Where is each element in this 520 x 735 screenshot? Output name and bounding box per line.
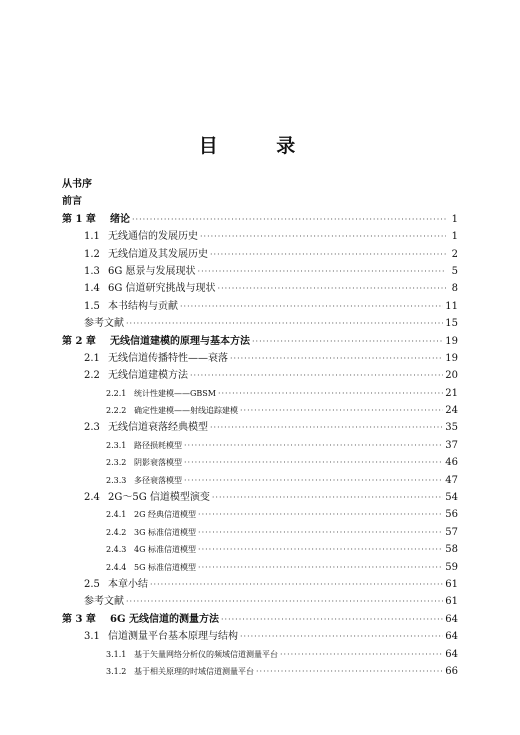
toc-entry-title: 基于相关原理的时域信道测量平台 [134,666,254,676]
toc-page-number: 2 [451,248,458,260]
toc-entry-title: 无线信道建模的原理与基本方法 [110,335,250,347]
dot-leader [218,280,446,297]
dot-leader [198,506,443,523]
dot-leader [198,524,443,541]
toc-entry-title: 无线信道及其发展历史 [108,248,208,260]
toc-page-number: 19 [445,352,458,364]
toc-entry-number: 2.2 [84,370,100,382]
toc-page-number: 57 [445,526,458,538]
dot-leader [180,298,443,315]
dot-leader [150,576,443,593]
toc-entry-title: 信道测量平台基本原理与结构 [108,631,238,643]
toc-entry-sub [62,506,458,523]
toc-page-number: 11 [445,300,458,312]
toc-page-number: 46 [445,457,458,469]
toc-entry-sub [62,402,458,419]
toc-entry-number: 2.4.4 [106,562,127,572]
toc-entry-number: 2.3 [84,422,100,434]
toc-entry-title: 多径衰落模型 [134,475,182,485]
toc-page-number: 64 [445,631,458,643]
toc-entry-number: 2.2.2 [106,406,127,416]
toc-entry-number: 1.5 [84,300,100,312]
toc-page-number: 8 [451,283,458,295]
dot-leader [240,402,443,419]
dot-leader [126,593,443,610]
toc-entry-title: 阴影衰落模型 [134,458,182,468]
toc-entry-title: 5G 标准信道模型 [134,562,197,572]
toc-entry-title: 无线通信的发展历史 [108,231,198,243]
toc-entry-sub [62,541,458,558]
toc-entry-section [62,280,458,297]
toc-entry-sub [62,437,458,454]
toc-entry-section [62,367,458,384]
toc-entry-sub [62,385,458,402]
toc-page-number: 64 [445,613,458,625]
toc-entry-number: 3.1.1 [106,649,127,659]
toc-entry-section [62,489,458,506]
toc-entry-ref [62,315,458,332]
dot-leader [184,437,443,454]
toc-entry-number: 2.3.1 [106,440,127,450]
dot-leader [221,611,443,628]
toc-page-number: 21 [445,387,458,399]
toc-entry-title: 无线信道建模方法 [108,370,188,382]
toc-entry-section [62,246,458,263]
toc-entry-number: 2.4.3 [106,545,127,555]
toc-entry-title: 4G 标准信道模型 [134,545,197,555]
toc-entry-number: 3.1.2 [106,666,127,676]
toc-entry-title: 无线信道衰落经典模型 [108,422,208,434]
dot-leader [252,333,443,350]
toc-entry-number: 第 2 章 [62,335,96,347]
toc-page-number: 61 [445,578,458,590]
toc-page-number: 37 [445,439,458,451]
toc-entry-title: 6G 愿景与发展现状 [108,265,196,277]
toc-page-number: 35 [445,422,458,434]
dot-leader [240,628,443,645]
toc-entry-title: 无线信道传播特性——衰落 [108,352,228,364]
toc-entry-title: 3G 标准信道模型 [134,527,197,537]
dot-leader [190,367,443,384]
toc-entry-title: 本书结构与贡献 [108,300,178,312]
toc-entry-title: 6G 无线信道的测量方法 [110,613,219,625]
toc-entry-plain [62,193,458,210]
toc-entry-number: 2.3.3 [106,475,127,485]
toc-entry-title: 本章小结 [108,578,148,590]
dot-leader [210,419,443,436]
table-of-contents [62,176,458,680]
toc-entry-number: 第 1 章 [62,213,96,225]
toc-entry-number: 2.3.2 [106,458,127,468]
toc-entry-number: 2.1 [84,352,100,364]
dot-leader [198,263,446,280]
toc-page-number: 47 [445,474,458,486]
dot-leader [218,385,443,402]
page-title: 目 录 [198,135,322,157]
toc-entry-title: 参考文献 [84,318,124,330]
toc-page-number: 24 [445,405,458,417]
toc-page-number: 15 [445,318,458,330]
toc-page-number: 56 [445,509,458,521]
toc-entry-title: 绪论 [110,213,130,225]
toc-entry-section [62,419,458,436]
toc-entry-ref [62,593,458,610]
dot-leader [230,350,443,367]
dot-leader [132,211,446,228]
dot-leader [256,663,443,680]
toc-entry-title: 从书序 [62,179,92,190]
toc-entry-section [62,263,458,280]
toc-entry-title: 6G 信道研究挑战与现状 [108,283,216,295]
toc-entry-chapter [62,611,458,628]
toc-entry-title: 统计性建模——GBSM [134,388,216,398]
toc-entry-number: 1.3 [84,265,100,277]
toc-entry-title: 2G 经典信道模型 [134,510,197,520]
toc-page-number: 64 [445,648,458,660]
toc-page-number: 20 [445,370,458,382]
toc-entry-title: 路径损耗模型 [134,440,182,450]
toc-entry-number: 第 3 章 [62,613,96,625]
toc-entry-sub [62,663,458,680]
toc-entry-section [62,628,458,645]
toc-entry-section [62,228,458,245]
toc-page-number: 66 [445,665,458,677]
toc-entry-sub [62,646,458,663]
dot-leader [198,541,443,558]
toc-page-number: 59 [445,561,458,573]
dot-leader [280,646,443,663]
toc-entry-number: 2.5 [84,578,100,590]
toc-entry-title: 前言 [62,196,82,208]
dot-leader [198,559,443,576]
toc-entry-title: 基于矢量网络分析仪的频域信道测量平台 [134,649,278,659]
dot-leader [210,246,446,263]
toc-entry-sub [62,524,458,541]
toc-entry-number: 2.4.2 [106,527,127,537]
toc-entry-title: 参考文献 [84,596,124,608]
toc-entry-section [62,298,458,315]
toc-entry-title: 2G～5G 信道模型演变 [108,492,210,504]
toc-page-number: 5 [451,265,458,277]
toc-page-number: 1 [451,231,458,243]
dot-leader [200,228,446,245]
toc-entry-number: 2.4.1 [106,510,127,520]
toc-page-number: 1 [451,213,458,225]
toc-entry-number: 2.4 [84,492,100,504]
toc-entry-chapter [62,211,458,228]
toc-page-number: 58 [445,544,458,556]
toc-page-number: 61 [445,596,458,608]
toc-entry-sub [62,472,458,489]
toc-entry-number: 1.4 [84,283,100,295]
toc-entry-chapter [62,333,458,350]
dot-leader [184,472,443,489]
toc-entry-sub [62,559,458,576]
toc-entry-number: 1.1 [84,231,100,243]
dot-leader [184,454,443,471]
toc-entry-section [62,350,458,367]
dot-leader [126,315,443,332]
toc-entry-number: 1.2 [84,248,100,260]
toc-entry-number: 2.2.1 [106,388,127,398]
toc-entry-section [62,576,458,593]
toc-entry-number: 3.1 [84,631,100,643]
toc-entry-plain [62,176,458,193]
toc-entry-title: 确定性建模——射线追踪建模 [134,406,238,416]
toc-entry-sub [62,454,458,471]
toc-page-number: 19 [445,335,458,347]
toc-page-number: 54 [445,492,458,504]
dot-leader [212,489,443,506]
